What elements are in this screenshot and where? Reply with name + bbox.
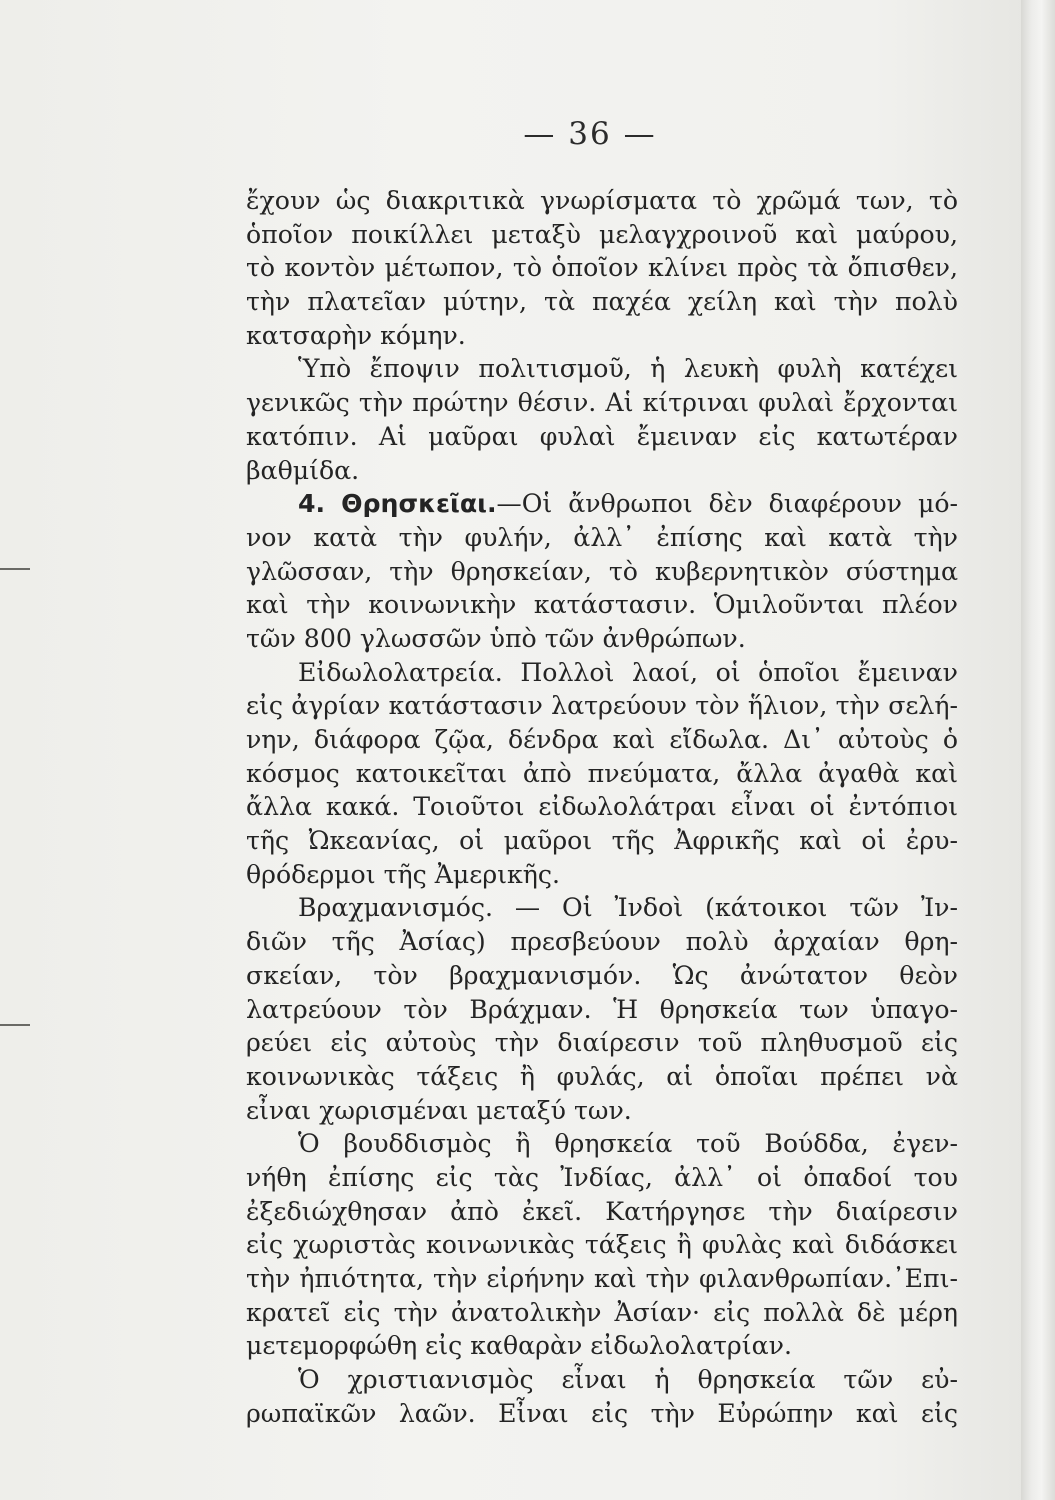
line-text: ὁποῖον ποικίλλει μεταξὺ μελαγχροινοῦ καὶ μαύρου, [246,219,958,249]
line-text: τὴν ἠπιότητα, τὴν εἰρήνην καὶ τὴν φιλανθρωπίαν.᾽Επι- [246,1264,958,1293]
line-text: ρωπαϊκῶν λαῶν. Εἶναι εἰς τὴν Εὐρώπην καὶ εἰς [246,1398,958,1428]
text-line [246,1060,958,1094]
text-line [246,454,958,488]
line-text: Ὁ βουδδισμὸς ἢ θρησκεία τοῦ Βούδδα, ἐγεν- [298,1129,958,1159]
line-text: ἔχουν ὡς διακριτικὰ γνωρίσματα τὸ χρῶμά των, τὸ [246,186,958,215]
line-text: κατόπιν. Αἱ μαῦραι φυλαὶ ἔμειναν εἰς κατωτέραν [246,421,958,451]
text-line [246,1094,958,1128]
line-text: γενικῶς τὴν πρώτην θέσιν. Αἱ κίτριναι φυλαὶ ἔρχονται [246,388,958,418]
section-number: 4. [298,489,326,519]
line-text: νον κατὰ τὴν φυλήν, ἀλλ᾽ ἐπίσης καὶ κατὰ τὴν [246,522,958,552]
binding-mark [0,568,30,570]
text-line [246,487,958,521]
text-line [246,1228,958,1262]
text-line [246,420,958,454]
text-line [246,1329,958,1363]
binding-mark [0,1024,30,1026]
line-text: τὴν πλατεῖαν μύτην, τὰ παχέα χείλη καὶ τὴν πολὺ [246,287,958,317]
line-text: νήθη ἐπίσης εἰς τὰς Ἰνδίας, ἀλλ᾽ οἱ ὀπαδοί του [246,1162,958,1192]
line-text: κόσμος κατοικεῖται ἀπὸ πνεύματα, ἄλλα ἀγαθὰ καὶ [246,758,958,788]
line-text: καὶ τὴν κοινωνικὴν κατάστασιν. Ὁμιλοῦνται πλέον [246,590,958,620]
text-line [246,352,958,386]
text-line [246,925,958,959]
text-line [246,824,958,858]
text-line [246,790,958,824]
line-text: βαθμίδα. [246,455,360,485]
line-text: νην, διάφορα ζῷα, δένδρα καὶ εἴδωλα. Δι᾽ αὐτοὺς ὁ [246,725,958,754]
text-line [246,588,958,622]
line-text: ἐξεδιώχθησαν ἀπὸ ἐκεῖ. Κατήργησε τὴν διαίρεσιν [246,1196,958,1226]
line-text: κατσαρὴν κόμην. [246,320,466,350]
line-text: Βραχμανισμός. — Οἱ Ἰνδοὶ (κάτοικοι τῶν Ἰν- [298,893,958,923]
text-line [246,858,958,892]
text-line [246,1397,958,1431]
text-line [246,723,958,757]
text-line [246,319,958,353]
text-line [246,184,958,218]
line-text: εἶναι χωρισμέναι μεταξύ των. [246,1095,632,1125]
line-text: ρεύει εἰς αὐτοὺς τὴν διαίρεσιν τοῦ πληθυσμοῦ εἰς [246,1028,958,1058]
text-line [246,993,958,1027]
text-line [246,1296,958,1330]
text-line [246,1127,958,1161]
text-line [246,656,958,690]
line-text: σκείαν, τὸν βραχμανισμόν. Ὡς ἀνώτατον θεὸν [246,960,958,990]
text-line [246,1195,958,1229]
line-text: —Οἱ ἄνθρωποι δὲν διαφέρουν μό- [496,489,958,519]
line-text: λατρεύουν τὸν Βράχμαν. Ἡ θρησκεία των ὑπαγο- [246,994,958,1024]
line-text: Ὁ χριστιανισμὸς εἶναι ἡ θρησκεία τῶν εὐ- [298,1365,958,1395]
line-text: Εἰδωλολατρεία. Πολλοὶ λαοί, οἱ ὁποῖοι ἔμειναν [298,657,958,687]
text-line [246,1026,958,1060]
line-text: εἰς ἀγρίαν κατάστασιν λατρεύουν τὸν ἥλιον, τὴν σελή- [246,691,958,721]
text-line [246,891,958,925]
line-text: τῶν 800 γλωσσῶν ὑπὸ τῶν ἀνθρώπων. [246,623,746,653]
body-text [246,184,958,1430]
line-text: μετεμορφώθη εἰς καθαρὰν εἰδωλολατρίαν. [246,1331,792,1361]
line-text: ἄλλα κακά. Τοιοῦτοι εἰδωλολάτραι εἶναι οἱ ἐντόπιοι [246,792,958,822]
text-line [246,1262,958,1296]
line-text: κρατεῖ εἰς τὴν ἀνατολικὴν Ἀσίαν· εἰς πολλὰ δὲ μέρη [246,1297,958,1327]
text-line [246,689,958,723]
line-text: γλῶσσαν, τὴν θρησκείαν, τὸ κυβερνητικὸν σύστημα [246,556,958,586]
line-text: διῶν τῆς Ἀσίας) πρεσβεύουν πολὺ ἀρχαίαν θρη- [246,927,958,957]
page-number: — 36 — [523,116,657,152]
text-line [246,1363,958,1397]
line-text: τῆς Ὠκεανίας, οἱ μαῦροι τῆς Ἀφρικῆς καὶ οἱ ἐρυ- [246,826,958,856]
line-text: θρόδερμοι τῆς Ἀμερικῆς. [246,859,560,889]
section-heading: Θρησκεῖαι. [341,489,497,519]
text-line [246,622,958,656]
text-line [246,251,958,285]
adjacent-page-edge [1021,0,1055,1500]
line-text: Ὑπὸ ἔποψιν πολιτισμοῦ, ἡ λευκὴ φυλὴ κατέχει [298,354,958,384]
text-line [246,285,958,319]
text-line [246,555,958,589]
line-text: κοινωνικὰς τάξεις ἢ φυλάς, αἱ ὁποῖαι πρέπει νὰ [246,1061,958,1091]
text-line [246,1161,958,1195]
line-text: εἰς χωριστὰς κοινωνικὰς τάξεις ἢ φυλὰς καὶ διδάσκει [246,1230,958,1260]
text-line [246,386,958,420]
text-line [246,959,958,993]
text-line [246,757,958,791]
text-line [246,521,958,555]
text-line [246,218,958,252]
line-text: τὸ κοντὸν μέτωπον, τὸ ὁποῖον κλίνει πρὸς τὰ ὄπισθεν, [246,253,958,283]
